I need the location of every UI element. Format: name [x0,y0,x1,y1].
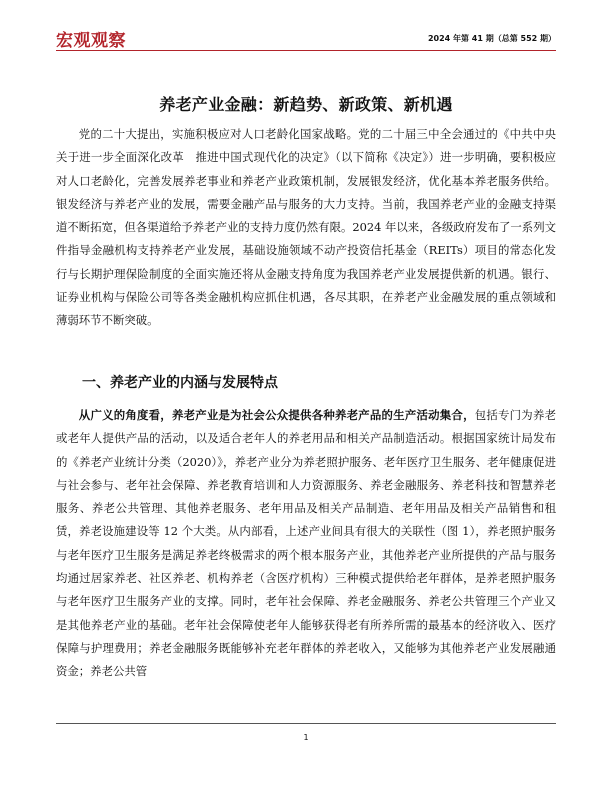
footer-divider [56,723,556,724]
intro-paragraph: 党的二十大提出，实施积极应对人口老龄化国家战略。党的二十届三中全会通过的《中共中央关于进一步全面深化改革 推进中国式现代化的决定》（以下简称《决定》）进一步明确，要积极应对人口老龄化，完善发展养老事业和养老产业政策机制，发展银发经济，优化基本养老服务供给。银发经济与养老产业的发展，需要金融产品与服务的大力支持。当前，我国养老产业的金融支持渠道不断拓宽，但各渠道给予养老产业的支持力度仍然有限。2024 年以来，各级政府发布了一系列文件指导金融机构支持养老产业发展，基础设施领域不动产投资信托基金（REITs）项目的常态化发行与长期护理保险制度的全面实施还将从金融支持角度为我国养老产业发展提供新的机遇。银行、证券业机构与保险公司等各类金融机构应抓住机遇，各尽其职，在养老产业金融发展的重点领域和薄弱环节不断突破。 [56,127,556,328]
lead-sentence: 从广义的角度看，养老产业是为社会公众提供各种养老产品的生产活动集合， [78,408,475,422]
section-paragraph-text: 包括专门为养老或老年人提供产品的活动，以及适合老年人的养老用品和相关产品制造活动。根据国家统计局发布的《养老产业统计分类（2020）》，养老产业分为养老照护服务、老年医疗卫生服务、老年健康促进与社会参与、老年社会保障、养老教育培训和人力资源服务、养老金融服务、养老科技和智慧养老服务、养老公共管理、其他养老服务、老年用品及相关产品制造、老年用品及相关产品销售和租赁，养老设施建设等 12 个大类。从内部看，上述产业间具有很大的关联性（图 1），养老照护服务与老年医疗卫生服务是满足养老终极需求的两个根本服务产业，其他养老产业所提供的产品与服务均通过居家养老、社区养老、机构养老（含医疗机构）三种模式提供给老年群体，是养老照护服务与老年医疗卫生服务产业的支撑。同时，老年社会保障、养老金融服务、养老公共管理三个产业又是其他养老产业的基础。老年社会保障使老年人能够获得老有所养所需的最基本的经济收入、医疗保障与护理费用；养老金融服务既能够补充老年群体的养老收入，又能够为其他养老产业发展融通资金；养老公共管 [56,408,556,679]
section-heading: 一、养老产业的内涵与发展特点 [82,375,278,391]
header-divider [56,50,556,51]
page-header [56,26,556,50]
page-number: 1 [303,733,309,742]
section-paragraph [56,404,556,684]
publication-brand: 宏观观察 [56,31,126,51]
article-title: 养老产业金融：新趋势、新政策、新机遇 [159,95,453,114]
issue-number: 2024 年第 41 期（总第 552 期） [427,34,556,43]
